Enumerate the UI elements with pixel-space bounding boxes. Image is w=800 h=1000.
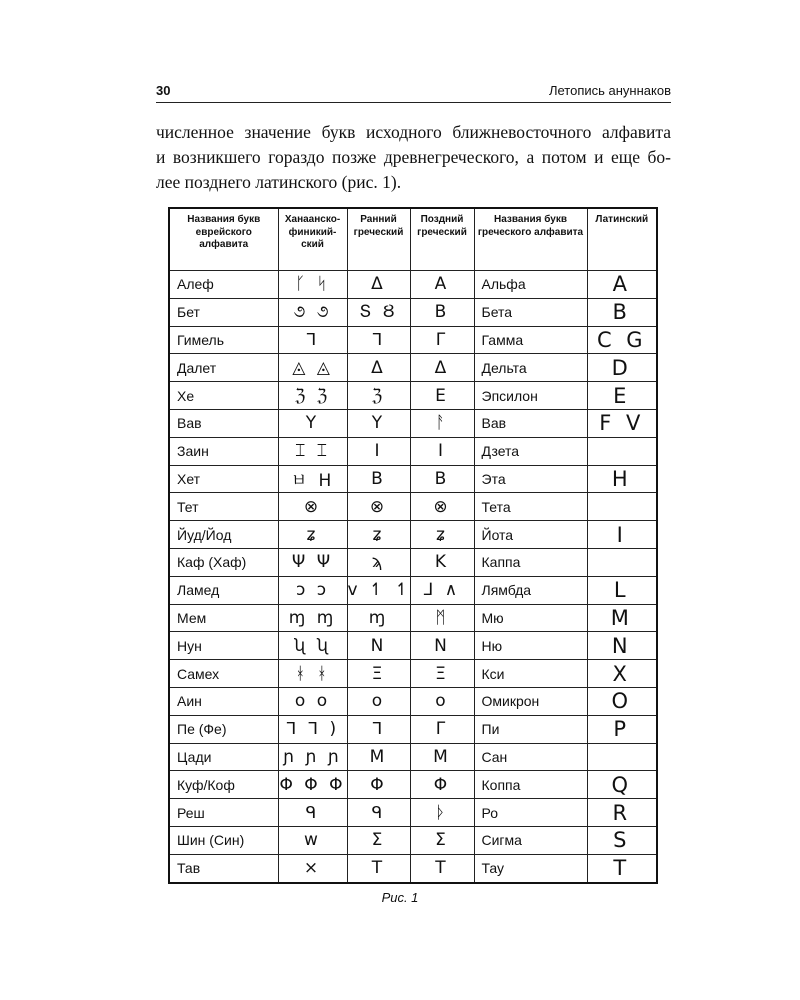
table-row — [169, 604, 657, 632]
early-greek-glyph: I — [347, 437, 410, 465]
figure-caption: Рис. 1 — [381, 890, 419, 905]
column-header: Латинский — [587, 208, 657, 271]
latin-letter: H — [587, 465, 657, 493]
canaanite-phoenician-glyph: ɱ ɱ — [278, 604, 347, 632]
alphabet-comparison-table — [168, 207, 658, 884]
table-header-row — [169, 208, 657, 271]
canaanite-phoenician-glyph: ᚴ ᛋ — [278, 271, 347, 299]
table-row — [169, 576, 657, 604]
late-greek-glyph: M — [410, 743, 474, 771]
late-greek-glyph: ⊗ — [410, 493, 474, 521]
greek-letter-name: Пи — [474, 715, 587, 743]
canaanite-phoenician-glyph: ᑫ — [278, 799, 347, 827]
late-greek-glyph: I — [410, 437, 474, 465]
greek-letter-name: Эпсилон — [474, 382, 587, 410]
hebrew-letter-name: Вав — [169, 409, 278, 437]
table-row — [169, 826, 657, 854]
greek-letter-name: Ню — [474, 632, 587, 660]
table-row — [169, 382, 657, 410]
body-line: численное значение букв исходного ближневосточного алфавита — [156, 122, 671, 142]
late-greek-glyph: Δ — [410, 354, 474, 382]
early-greek-glyph: Ξ — [347, 660, 410, 688]
early-greek-glyph: Δ — [347, 354, 410, 382]
late-greek-glyph: ⅃ ∧ — [410, 576, 474, 604]
page-number: 30 — [156, 83, 171, 98]
canaanite-phoenician-glyph: ㅂ H — [278, 465, 347, 493]
canaanite-phoenician-glyph: ⊗ — [278, 493, 347, 521]
latin-letter: T — [587, 854, 657, 882]
hebrew-letter-name: Хе — [169, 382, 278, 410]
latin-letter: B — [587, 298, 657, 326]
table-row — [169, 660, 657, 688]
late-greek-glyph: Ξ — [410, 660, 474, 688]
greek-letter-name: Каппа — [474, 548, 587, 576]
column-header: Названия букв еврейского алфавита — [169, 208, 278, 271]
greek-letter-name: Йота — [474, 521, 587, 549]
canaanite-phoenician-glyph: ʑ — [278, 521, 347, 549]
greek-letter-name: Бета — [474, 298, 587, 326]
canaanite-phoenician-glyph: o o — [278, 687, 347, 715]
canaanite-phoenician-glyph: Y — [278, 409, 347, 437]
canaanite-phoenician-glyph: ↄ ↄ — [278, 576, 347, 604]
table-row — [169, 715, 657, 743]
canaanite-phoenician-glyph: ɲ ɲ ɲ — [278, 743, 347, 771]
hebrew-letter-name: Самех — [169, 660, 278, 688]
hebrew-letter-name: Реш — [169, 799, 278, 827]
canaanite-phoenician-glyph: ᒣ ᒣ ) — [278, 715, 347, 743]
canaanite-phoenician-glyph: ⌶ ⌶ — [278, 437, 347, 465]
latin-letter: M — [587, 604, 657, 632]
greek-letter-name: Сигма — [474, 826, 587, 854]
body-paragraph — [156, 120, 671, 195]
latin-letter: L — [587, 576, 657, 604]
canaanite-phoenician-glyph: ᚼ ᚼ — [278, 660, 347, 688]
early-greek-glyph: Σ — [347, 826, 410, 854]
column-header: Поздний греческий — [410, 208, 474, 271]
column-header: Названия букв греческого алфавита — [474, 208, 587, 271]
hebrew-letter-name: Далет — [169, 354, 278, 382]
latin-letter — [587, 437, 657, 465]
hebrew-letter-name: Заин — [169, 437, 278, 465]
early-greek-glyph: ᑫ — [347, 799, 410, 827]
hebrew-letter-name: Шин (Син) — [169, 826, 278, 854]
canaanite-phoenician-glyph: ૭ ૭ — [278, 298, 347, 326]
table-row — [169, 409, 657, 437]
greek-letter-name: Альфа — [474, 271, 587, 299]
early-greek-glyph: ɱ — [347, 604, 410, 632]
hebrew-letter-name: Каф (Хаф) — [169, 548, 278, 576]
latin-letter — [587, 493, 657, 521]
latin-letter — [587, 743, 657, 771]
running-title: Летопись ануннаков — [548, 83, 671, 98]
table-row — [169, 465, 657, 493]
early-greek-glyph: ᒣ — [347, 326, 410, 354]
greek-letter-name: Дзета — [474, 437, 587, 465]
table-row — [169, 632, 657, 660]
table-row — [169, 326, 657, 354]
greek-letter-name: Коппа — [474, 771, 587, 799]
hebrew-letter-name: Тет — [169, 493, 278, 521]
latin-letter — [587, 548, 657, 576]
latin-letter: R — [587, 799, 657, 827]
hebrew-letter-name: Пе (Фе) — [169, 715, 278, 743]
latin-letter: P — [587, 715, 657, 743]
greek-letter-name: Лямбда — [474, 576, 587, 604]
greek-letter-name: Омикрон — [474, 687, 587, 715]
late-greek-glyph: K — [410, 548, 474, 576]
table-row — [169, 354, 657, 382]
greek-letter-name: Эта — [474, 465, 587, 493]
early-greek-glyph: ʑ — [347, 521, 410, 549]
late-greek-glyph: B — [410, 298, 474, 326]
hebrew-letter-name: Бет — [169, 298, 278, 326]
greek-letter-name: Ро — [474, 799, 587, 827]
greek-letter-name: Вав — [474, 409, 587, 437]
latin-letter: A — [587, 271, 657, 299]
body-line: лее позднего латинского (рис. 1). — [156, 172, 402, 192]
late-greek-glyph: T — [410, 854, 474, 882]
body-line: и возникшего гораздо позже древнегреческого, а потом и еще бо- — [156, 147, 671, 167]
late-greek-glyph: Σ — [410, 826, 474, 854]
hebrew-letter-name: Гимель — [169, 326, 278, 354]
canaanite-phoenician-glyph: Ψ Ψ — [278, 548, 347, 576]
late-greek-glyph: ᚦ — [410, 799, 474, 827]
table-row — [169, 771, 657, 799]
late-greek-glyph: ᚨ — [410, 409, 474, 437]
early-greek-glyph: ℨ — [347, 382, 410, 410]
latin-letter: X — [587, 660, 657, 688]
late-greek-glyph: Φ — [410, 771, 474, 799]
early-greek-glyph: Տ Ȣ — [347, 298, 410, 326]
late-greek-glyph: ᛗ — [410, 604, 474, 632]
greek-letter-name: Сан — [474, 743, 587, 771]
early-greek-glyph: v ↿ ↿ — [347, 576, 410, 604]
late-greek-glyph: B — [410, 465, 474, 493]
latin-letter: E — [587, 382, 657, 410]
column-header: Ханаанско-финикий-ский — [278, 208, 347, 271]
table-row — [169, 743, 657, 771]
hebrew-letter-name: Мем — [169, 604, 278, 632]
early-greek-glyph: Φ — [347, 771, 410, 799]
greek-letter-name: Дельта — [474, 354, 587, 382]
greek-letter-name: Гамма — [474, 326, 587, 354]
early-greek-glyph: ᒣ — [347, 715, 410, 743]
table-row — [169, 799, 657, 827]
hebrew-letter-name: Ламед — [169, 576, 278, 604]
hebrew-letter-name: Тав — [169, 854, 278, 882]
late-greek-glyph: N — [410, 632, 474, 660]
canaanite-phoenician-glyph: ᒣ — [278, 326, 347, 354]
early-greek-glyph: Δ — [347, 271, 410, 299]
late-greek-glyph: o — [410, 687, 474, 715]
early-greek-glyph: ϡ — [347, 548, 410, 576]
late-greek-glyph: A — [410, 271, 474, 299]
hebrew-letter-name: Цади — [169, 743, 278, 771]
latin-letter: D — [587, 354, 657, 382]
early-greek-glyph: o — [347, 687, 410, 715]
hebrew-letter-name: Нун — [169, 632, 278, 660]
latin-letter: N — [587, 632, 657, 660]
greek-letter-name: Кси — [474, 660, 587, 688]
hebrew-letter-name: Куф/Коф — [169, 771, 278, 799]
hebrew-letter-name: Хет — [169, 465, 278, 493]
latin-letter: Q — [587, 771, 657, 799]
table-row — [169, 548, 657, 576]
running-header — [156, 80, 671, 103]
hebrew-letter-name: Аин — [169, 687, 278, 715]
latin-letter: C G — [587, 326, 657, 354]
late-greek-glyph: ʑ — [410, 521, 474, 549]
greek-letter-name: Мю — [474, 604, 587, 632]
late-greek-glyph: Γ — [410, 715, 474, 743]
latin-letter: O — [587, 687, 657, 715]
hebrew-letter-name: Алеф — [169, 271, 278, 299]
greek-letter-name: Тета — [474, 493, 587, 521]
table-row — [169, 298, 657, 326]
late-greek-glyph: E — [410, 382, 474, 410]
early-greek-glyph: B — [347, 465, 410, 493]
table-row — [169, 271, 657, 299]
canaanite-phoenician-glyph: ʯ ʯ — [278, 632, 347, 660]
early-greek-glyph: T — [347, 854, 410, 882]
greek-letter-name: Тау — [474, 854, 587, 882]
canaanite-phoenician-glyph: ℨ ℨ — [278, 382, 347, 410]
early-greek-glyph: N — [347, 632, 410, 660]
canaanite-phoenician-glyph: × — [278, 854, 347, 882]
table-row — [169, 854, 657, 882]
column-header: Ранний греческий — [347, 208, 410, 271]
latin-letter: I — [587, 521, 657, 549]
table-row — [169, 687, 657, 715]
early-greek-glyph: Y — [347, 409, 410, 437]
table-row — [169, 493, 657, 521]
table-row — [169, 437, 657, 465]
table-body — [169, 271, 657, 883]
canaanite-phoenician-glyph: w — [278, 826, 347, 854]
table-row — [169, 521, 657, 549]
latin-letter: S — [587, 826, 657, 854]
late-greek-glyph: Γ — [410, 326, 474, 354]
canaanite-phoenician-glyph: ◬ ◬ — [278, 354, 347, 382]
early-greek-glyph: M — [347, 743, 410, 771]
hebrew-letter-name: Йуд/Йод — [169, 521, 278, 549]
latin-letter: F V — [587, 409, 657, 437]
early-greek-glyph: ⊗ — [347, 493, 410, 521]
canaanite-phoenician-glyph: Φ Φ Φ — [278, 771, 347, 799]
